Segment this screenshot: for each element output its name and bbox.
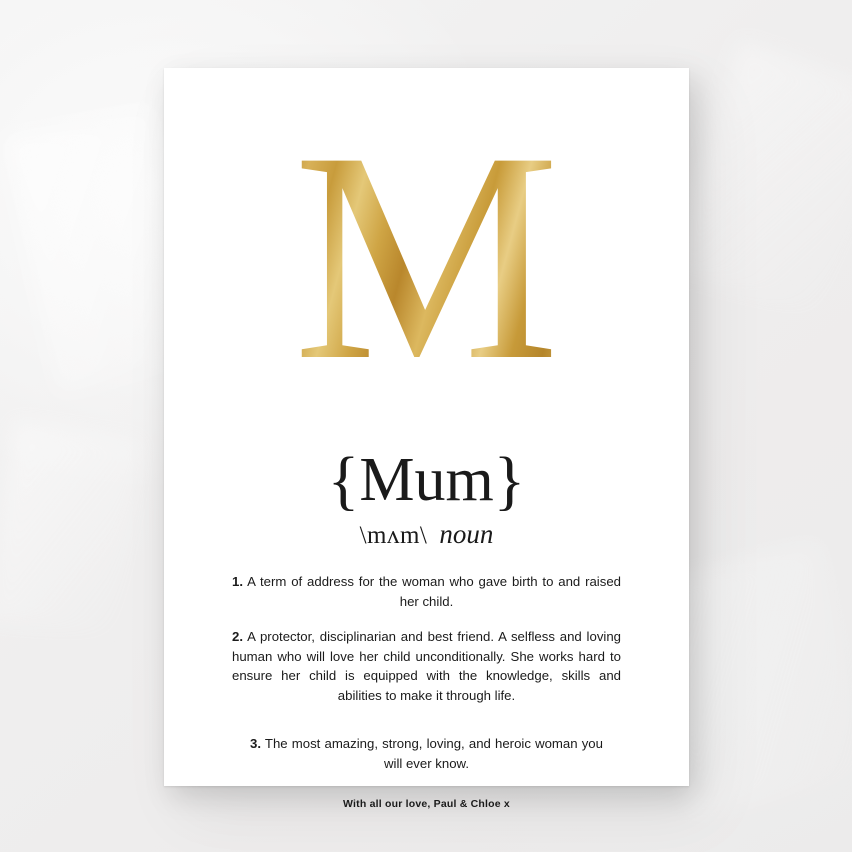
pronunciation-line [360, 519, 494, 550]
gold-initial-letter: M [293, 90, 560, 422]
open-brace: { [327, 444, 360, 517]
definition-list [224, 572, 629, 705]
headword-word: Mum [359, 446, 494, 514]
poster-print [164, 68, 689, 810]
part-of-speech: noun [439, 519, 494, 550]
definition-number: 3. [250, 736, 261, 752]
background-texture-streak [0, 422, 143, 638]
background-texture-streak [667, 41, 852, 319]
definition-number: 1. [232, 574, 243, 590]
definition-text: A protector, disciplinarian and best friend. A selfless and loving human who will love her child unconditionally. She works hard to ensure her child is equipped with the knowledge, skills and abilities to make it through life. [232, 629, 622, 703]
definition-item [224, 572, 629, 611]
definition-list-secondary [224, 734, 629, 773]
definition-item [224, 734, 629, 773]
signoff-text: With all our love, Paul & Chloe x [343, 797, 510, 810]
pronunciation: \mʌm\ [359, 522, 428, 550]
definition-item [224, 627, 629, 705]
close-brace: } [493, 444, 526, 517]
poster-content [164, 68, 689, 810]
definition-text: A term of address for the woman who gave birth to and raised her child. [247, 574, 622, 609]
headword [328, 446, 526, 515]
definition-text: The most amazing, strong, loving, and heroic woman you will ever know. [264, 736, 603, 772]
definition-number: 2. [232, 629, 243, 645]
